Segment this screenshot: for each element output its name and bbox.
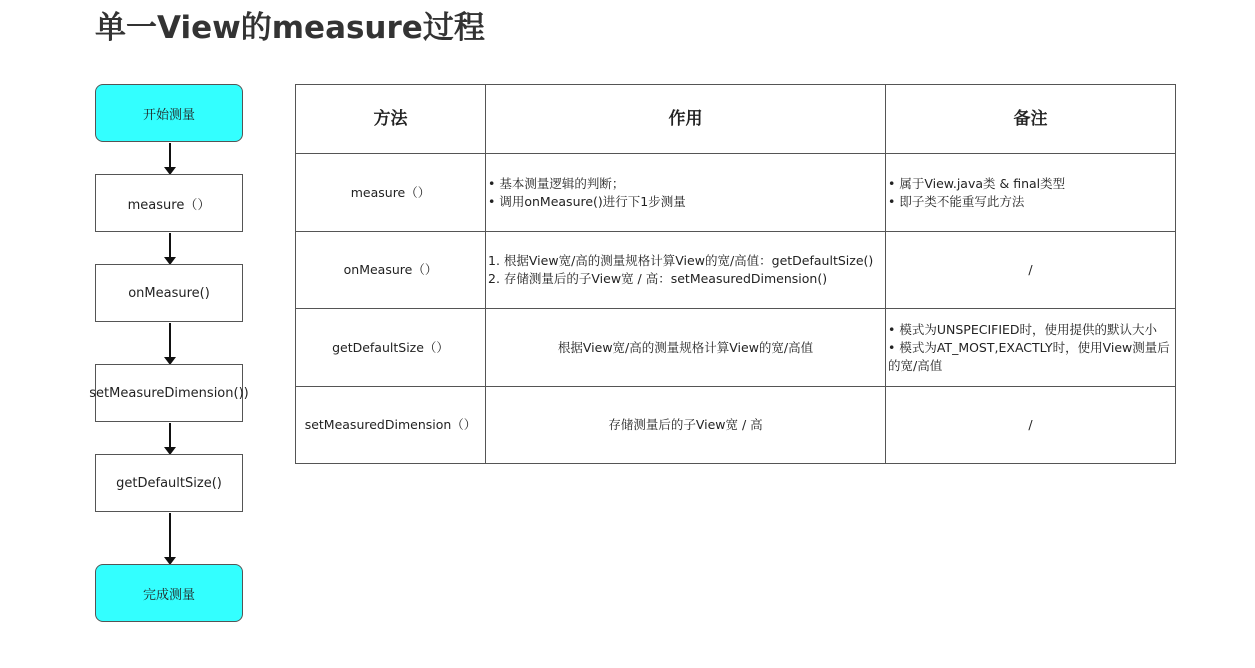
cell-note	[886, 154, 1176, 232]
header-method: 方法	[296, 85, 486, 154]
cell-effect	[486, 232, 886, 309]
cell-effect: 存储测量后的子View宽 / 高	[486, 387, 886, 464]
flow-node-end: 完成测量	[95, 564, 243, 622]
table-header-row	[296, 85, 1176, 154]
cell-effect: 根据View宽/高的测量规格计算View的宽/高值	[486, 309, 886, 387]
cell-note: /	[886, 232, 1176, 309]
flow-arrow	[169, 423, 171, 453]
flow-node-measure: measure（）	[95, 174, 243, 232]
cell-effect	[486, 154, 886, 232]
page-title: 单一View的measure过程	[95, 10, 485, 46]
flow-arrow	[169, 323, 171, 363]
cell-method: getDefaultSize（）	[296, 309, 486, 387]
flow-arrow	[169, 143, 171, 173]
cell-method: onMeasure（）	[296, 232, 486, 309]
cell-note-line: • 即子类不能重写此方法	[888, 193, 1025, 209]
header-effect: 作用	[486, 85, 886, 154]
table-row	[296, 232, 1176, 309]
cell-effect-line: 2. 存储测量后的子View宽 / 高：setMeasuredDimension()	[488, 271, 828, 286]
flow-node-getdefaultsize: getDefaultSize()	[95, 454, 243, 512]
flow-node-onmeasure: onMeasure()	[95, 264, 243, 322]
cell-effect-line: • 调用onMeasure()进行下1步测量	[488, 193, 686, 209]
cell-method: setMeasuredDimension（）	[296, 387, 486, 464]
cell-effect-line: 1. 根据View宽/高的测量规格计算View的宽/高值：getDefaultSize()	[488, 253, 874, 268]
cell-effect-line: • 基本测量逻辑的判断；	[488, 175, 625, 191]
cell-note: /	[886, 387, 1176, 464]
cell-method: measure（）	[296, 154, 486, 232]
header-note: 备注	[886, 85, 1176, 154]
cell-note-line: • 属于View.java类 & final类型	[888, 175, 1066, 191]
flow-node-setmeasuredimension: setMeasureDimension())	[95, 364, 243, 422]
cell-note	[886, 309, 1176, 387]
flow-arrow	[169, 233, 171, 263]
cell-note-line: • 模式为AT_MOST,EXACTLY时，使用View测量后的宽/高值	[888, 339, 1170, 373]
flow-node-start: 开始测量	[95, 84, 243, 142]
table-row	[296, 387, 1176, 464]
table-row	[296, 154, 1176, 232]
flow-arrow	[169, 513, 171, 563]
methods-table	[295, 84, 1176, 464]
table-row	[296, 309, 1176, 387]
cell-note-line: • 模式为UNSPECIFIED时，使用提供的默认大小	[888, 321, 1158, 337]
